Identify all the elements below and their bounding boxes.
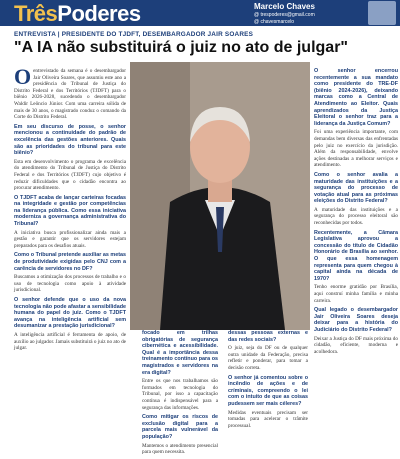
column-4 <box>314 68 398 358</box>
interview-question: Recentemente, a Câmara Legislativa aprovou a concessão do título de Cidadão Honorário de Brasília ao senhor. O que essa homenagem representa para quem chegou à capital ainda na década de 1970? <box>314 229 398 282</box>
portrait-illustration <box>130 62 310 330</box>
drop-cap: O <box>14 64 32 89</box>
author-name: Marcelo Chaves <box>254 2 315 11</box>
interview-answer: A iniciativa busca profissionalizar ainda mais a gestão e garantir que os servidores estejam preparados para os desafios atuais. <box>14 229 126 249</box>
interview-answer: Mantemos o atendimento presencial para quem necessita. <box>142 442 218 456</box>
interview-question: Qual legado o desembargador Jair Oliveira Soares deseja deixar para a história do Judiciário do Distrito Federal? <box>314 307 398 333</box>
interview-answer: Entre os que nos trabalhamos são formados em tecnologia do Tribunal, por isso a capacitação contínua é indispensável para a segurança das informações. <box>142 378 218 411</box>
interview-question: O TJDFT acaba de lançar carteiras focadas na integridade e gestão por competências na liderança pública. Como essa iniciativa moderniza a governança administrativa do Tribunal? <box>14 194 126 228</box>
interview-answer: Foi uma experiência importante, com demandas bem diversas das enfrentadas pelo juiz no exercício da jurisdição. Além da responsabilidade, envolve ações destinadas a melhorar serviços e atendimento. <box>314 129 398 169</box>
author-avatar <box>368 1 396 25</box>
masthead <box>0 0 400 26</box>
brand-logo <box>14 1 141 27</box>
author-block <box>254 2 364 25</box>
interview-question: Como o Tribunal pretende auxiliar as metas de produtividade exigidas pelo CNJ com a carência de servidores no DF? <box>14 252 126 272</box>
interview-question: focado em trilhas obrigatórias de segurança cibernética e acessibilidade. Qual é a importância dessa treinamento contínuo para os magistrados e servidores na era digital? <box>142 330 218 376</box>
interview-question: O senhor encerrou recentemente a sua mandato como presidente do TRE-DF (biênio 2024-2026), deixando marcas como a Central de Atendimento ao Eleitor. Quais aprendizados da Justiça Eleitoral o senhor traz para a liderança da Justiça Comum? <box>314 68 398 127</box>
interview-answer: Buscamos a otimização dos processos de trabalho e o uso de tecnologia como apoio à atividade jurisdicional. <box>14 274 126 294</box>
interview-answer: Medidas eventuais precisam ser tomadas para acelerar o trâmite processual. <box>228 409 308 429</box>
interview-answer: Esta em desenvolvimento o programa de excelência do atendimento do Tribunal de Justiça do Distrito Federal e dos Territórios (TJDFT) cujo objetivo é reduzir dificuldades que o cidadão encontra ao procurar atendimento. <box>14 158 126 192</box>
interview-question: O senhor defende que o uso da nova tecnologia não pode afastar a sensibilidade humana do papel do juiz. Como o TJDFT avança na inteligência artificial sem desumanizar a prestação jurisdicional? <box>14 297 126 330</box>
column-3 <box>228 330 308 432</box>
interview-question: Como o senhor avalia a maturidade das instituições e a segurança do processo de votação atual para as próximas eleições do Distrito Federal? <box>314 171 398 205</box>
interview-answer: O juiz, seja do DF ou de qualquer outra unidade da Federação, precisa refletir e ponderar, para tomar a decisão correta. <box>228 345 308 371</box>
brand-part1: Três <box>14 1 58 26</box>
interview-answer: A maturidade das instituições e a segurança do processo eleitoral são reconhecidas por todos. <box>314 206 398 227</box>
article-lead <box>14 64 126 121</box>
interview-question: Como mitigar os riscos de exclusão digital para a parcela mais vulnerável da população? <box>142 414 218 440</box>
portrait-photo <box>130 62 310 330</box>
lead-text: entrevistado da semana é o desembargador Jair Oliveira Soares, que assumiu este ano a presidência do Tribunal de Justiça do Distrito Federal e dos Territórios (TJDFT) para o biênio 2026-2028, sucedendo o desembargador Waldir Leôncio Júnior. Com uma carreira sólida de mais de 30 anos, o magistrado conduz o comando da Corte do Distrito Federal. <box>14 68 126 121</box>
interview-question: Em seu discurso de posse, o senhor mencionou a continuidade do padrão de excelência das gestões anteriores. Quais são as prioridades do tribunal para este biênio? <box>14 123 126 157</box>
interview-question: dessas pessoas externas e das redes sociais? <box>228 330 308 343</box>
interview-answer: Deixar a Justiça do DF mais próxima do cidadão, eficiente, moderna e acolhedora. <box>314 335 398 355</box>
author-email: @ trespoderes@gmail.com <box>254 12 315 18</box>
interview-question: O senhor já comentou sobre o incêndio de ações e de críminais, compreendo o lei com o intuito de que as coisas pudessem ser mais céleres? <box>228 374 308 407</box>
column-1 <box>14 64 126 355</box>
interview-answer: A inteligência artificial é ferramenta de apoio, de auxílio ao julgador. Jamais substituirá o juiz no ato de julgar. <box>14 331 126 352</box>
article-kicker: ENTREVISTA | PRESIDENTE DO TJDFT, DESEMBARGADOR JAIR SOARES <box>14 31 254 38</box>
interview-answer: Tenho enorme gratidão por Brasília, aqui construí minha família e minha carreira. <box>314 284 398 304</box>
column-2 <box>142 330 218 459</box>
article-headline: "A IA não substituirá o juiz no ato de julgar" <box>14 39 348 56</box>
brand-part2: Poderes <box>57 1 141 26</box>
author-handle: @ chavesmarcelo <box>254 19 295 25</box>
